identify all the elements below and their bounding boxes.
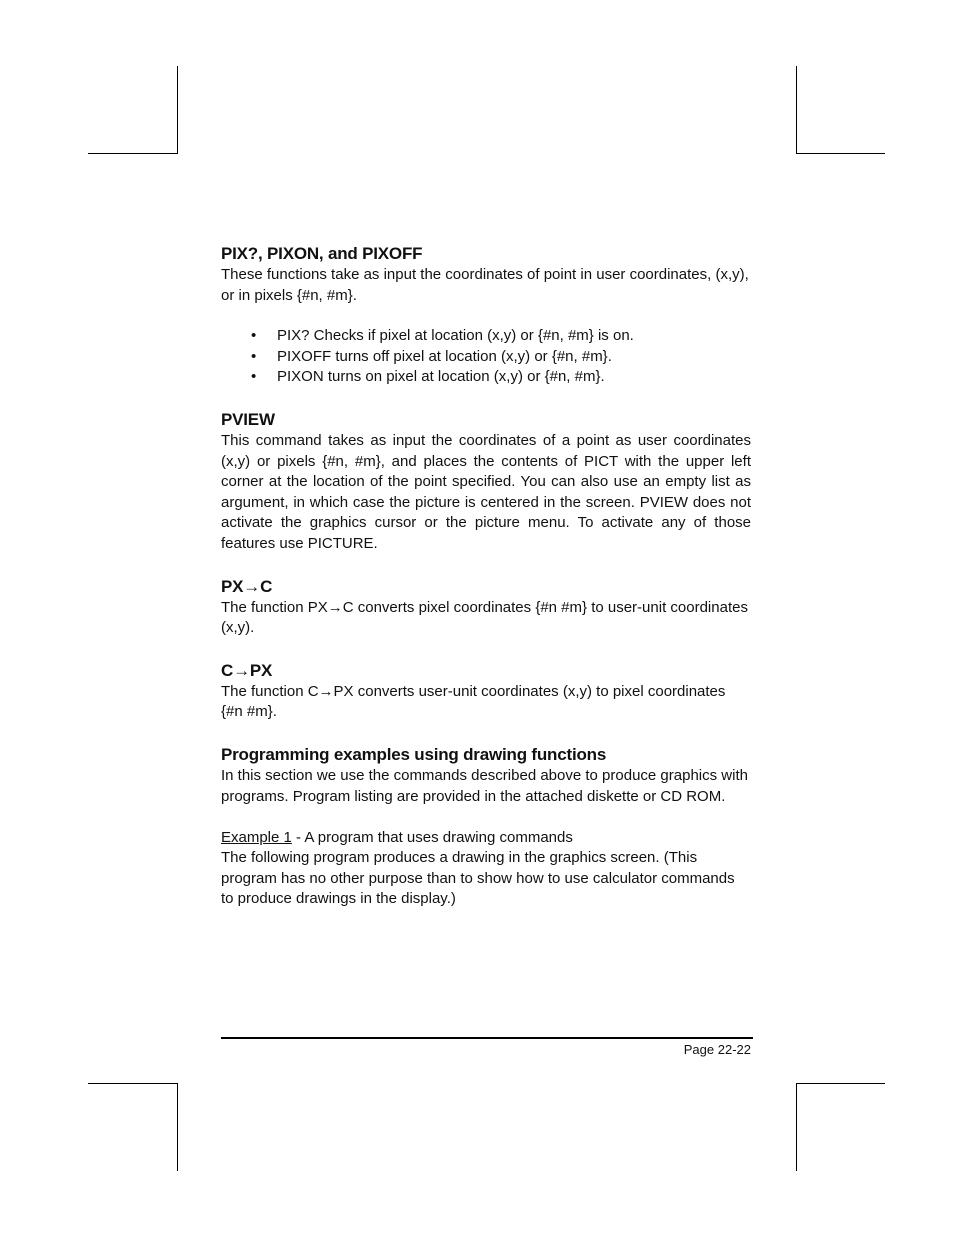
- crop-mark-bottom-left-vertical: [177, 1083, 178, 1171]
- list-item: • PIXON turns on pixel at location (x,y) or {#n, #m}.: [221, 367, 751, 388]
- example-label: Example 1: [221, 828, 292, 846]
- bullet-glyph: •: [251, 368, 257, 386]
- crop-mark-top-left-vertical: [177, 66, 178, 154]
- section-pxc: [221, 576, 751, 639]
- section-heading-pview: PVIEW: [221, 409, 275, 429]
- crop-mark-bottom-right-vertical: [796, 1083, 797, 1171]
- section-heading-pxc: PX→C: [221, 576, 273, 596]
- crop-mark-top-right-vertical: [796, 66, 797, 154]
- list-item: • PIXOFF turns off pixel at location (x,y) or {#n, #m}.: [221, 347, 751, 368]
- section-heading-pix: PIX?, PIXON, and PIXOFF: [221, 244, 423, 263]
- section-programming: [221, 744, 751, 910]
- section-heading-cpx: C→PX: [221, 660, 273, 680]
- section-cpx: [221, 660, 751, 723]
- page-number: Page 22-22: [683, 1042, 751, 1057]
- example-title: - A program that uses drawing commands: [291, 828, 573, 846]
- section-body-cpx: The function C→PX converts user-unit coordinates (x,y) to pixel coordinates {#n #m}.: [221, 682, 726, 721]
- section-body-pxc: The function PX→C converts pixel coordinates {#n #m} to user-unit coordinates (x,y).: [221, 598, 748, 637]
- section-pview: [221, 409, 751, 555]
- list-item: • PIX? Checks if pixel at location (x,y) or {#n, #m} is on.: [221, 326, 751, 347]
- bullet-glyph: •: [251, 347, 257, 365]
- example-body: The following program produces a drawing in the graphics screen. (This program has no other purpose than to show how to use calculator commands to produce drawings in the display.): [221, 849, 735, 908]
- section-body-pix: These functions take as input the coordinates of point in user coordinates, (x,y), or in pixels {#n, #m}.: [221, 266, 749, 304]
- crop-mark-top-left-horizontal: [88, 153, 177, 154]
- crop-mark-bottom-left-horizontal: [88, 1083, 177, 1084]
- footer-rule: [221, 1037, 753, 1039]
- crop-mark-top-right-horizontal: [797, 153, 885, 154]
- page-content: [221, 243, 751, 910]
- crop-mark-bottom-right-horizontal: [797, 1083, 885, 1084]
- pix-bullet-list: [221, 326, 751, 388]
- section-body-pview: This command takes as input the coordinates of a point as user coordinates (x,y) or pixels {#n, #m}, and places the contents of PICT with the upper left corner at the location of the point specified. You can also use an empty list as argument, in which case the picture is centered in the screen. PVIEW does not activate the graphics cursor or the picture menu. To activate any of those features use PICTURE.: [221, 431, 751, 552]
- bullet-glyph: •: [251, 327, 257, 345]
- section-heading-programming: Programming examples using drawing functions: [221, 744, 607, 764]
- section-body-programming: In this section we use the commands described above to produce graphics with programs. Program listing are provided in the attached diskette or CD ROM.: [221, 766, 748, 805]
- example-title-line: [221, 828, 751, 849]
